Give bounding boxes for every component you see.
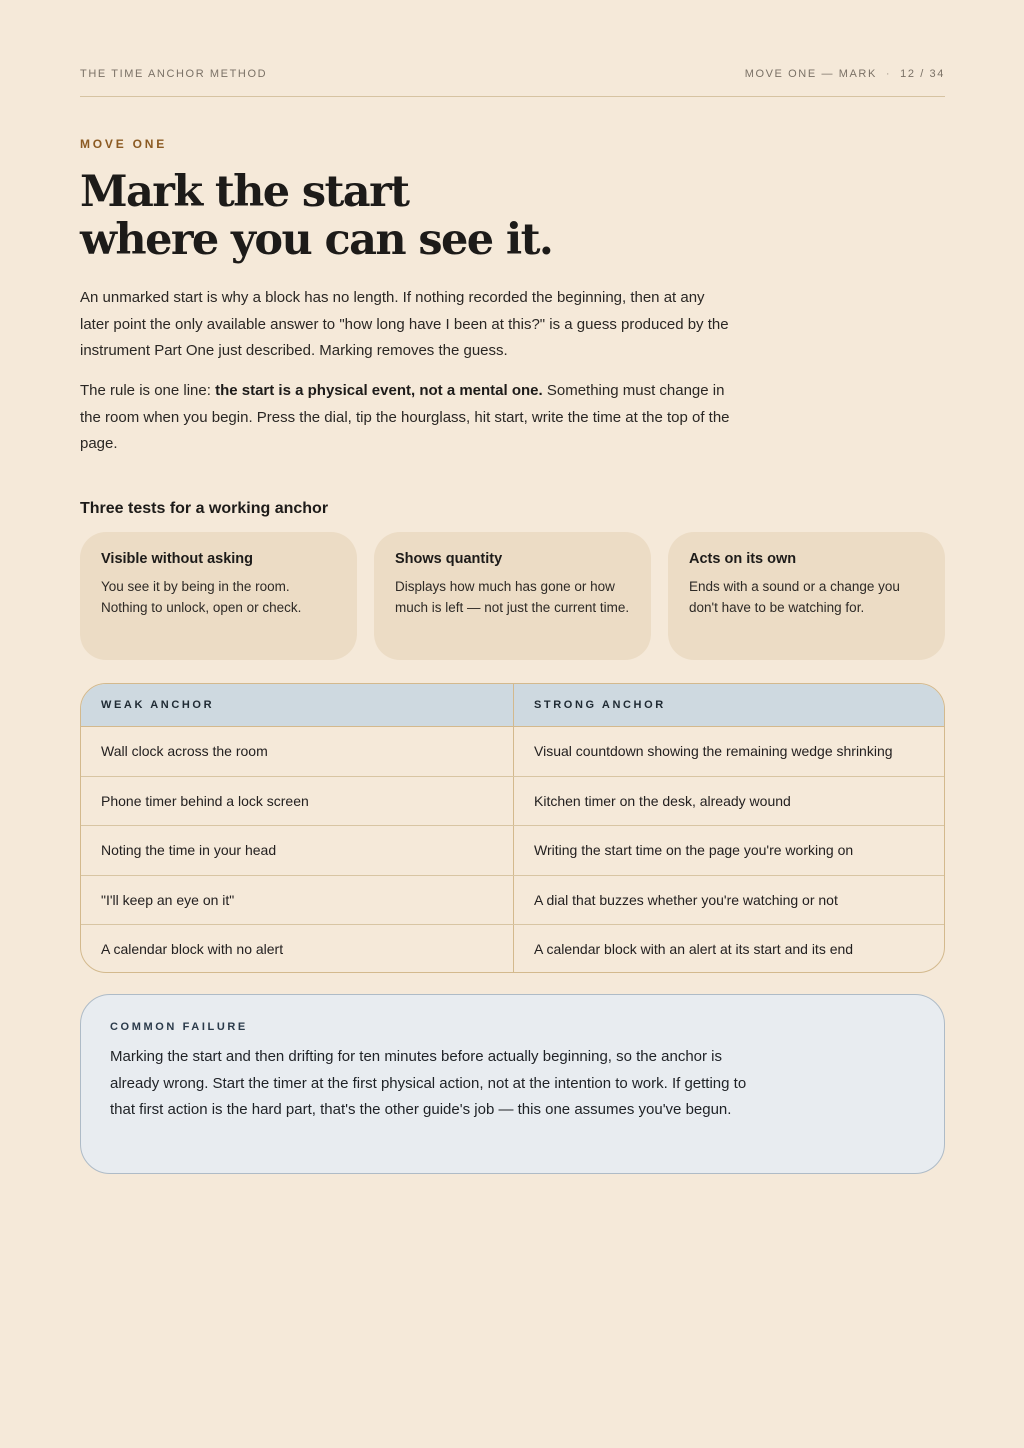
- weak-anchor-header: WEAK ANCHOR: [81, 684, 514, 727]
- rule-emphasis: the start is a physical event, not a mental one.: [215, 382, 543, 399]
- header-right: [745, 68, 945, 80]
- test-card-visible: [80, 532, 357, 660]
- page-title: [80, 168, 780, 264]
- strong-anchor-cell: A calendar block with an alert at its start and its end: [534, 941, 854, 958]
- table-row: [81, 776, 944, 826]
- weak-anchor-cell: Noting the time in your head: [81, 826, 514, 876]
- card-title: Acts on its own: [689, 551, 797, 567]
- test-card-quantity: [374, 532, 651, 660]
- table-row: [81, 826, 944, 876]
- weak-anchor-cell: Phone timer behind a lock screen: [81, 776, 514, 826]
- common-failure-callout: [80, 994, 945, 1174]
- strong-anchor-cell: A dial that buzzes whether you're watching or not: [514, 875, 945, 925]
- title-line-1: Mark the start: [80, 167, 409, 217]
- test-card-acts: [668, 532, 945, 660]
- table-row: [81, 727, 944, 777]
- weak-anchor-cell: Wall clock across the room: [81, 727, 514, 777]
- card-title: Visible without asking: [101, 551, 254, 567]
- running-header: [80, 68, 945, 80]
- document-title: THE TIME ANCHOR METHOD: [80, 68, 268, 80]
- title-line-2: where you can see it.: [80, 215, 553, 265]
- card-text: Displays how much has gone or how much is left — not just the current time.: [395, 579, 630, 615]
- callout-label: COMMON FAILURE: [110, 1021, 248, 1033]
- card-title: Shows quantity: [395, 551, 503, 567]
- callout-text: Marking the start and then drifting for ten minutes before actually beginning, so the anchor is already wrong. Start the timer at the first physical action, not at the intention to work. If getting to that first action is the hard part, that's the other guide's job — this one assumes you've begun.: [110, 1048, 747, 1118]
- anchor-comparison-table: [80, 683, 945, 973]
- rule-lead: The rule is one line:: [80, 382, 216, 399]
- table-row: [81, 925, 944, 974]
- page-number: 12 / 34: [900, 68, 945, 80]
- intro-paragraph: An unmarked start is why a block has no length. If nothing recorded the beginning, then at any later point the only available answer to "how long have I been at this?" is a guess produced by the instrument Part One just described. Marking removes the guess.: [80, 289, 729, 359]
- weak-anchor-cell: "I'll keep an eye on it": [81, 875, 514, 925]
- strong-anchor-cell: Kitchen timer on the desk, already wound: [514, 776, 945, 826]
- strong-anchor-cell: Writing the start time on the page you're working on: [514, 826, 945, 876]
- strong-anchor-cell: Visual countdown showing the remaining wedge shrinking: [514, 727, 945, 777]
- rule-rest: Something must change in the room when you begin. Press the dial, tip the hourglass, hit start, write the time at the top of the page.: [80, 382, 730, 452]
- card-text: You see it by being in the room. Nothing to unlock, open or check.: [101, 579, 302, 615]
- table-row: [81, 875, 944, 925]
- test-cards: [80, 532, 945, 660]
- section-label: MOVE ONE — MARK: [744, 68, 877, 80]
- header-divider: [80, 96, 945, 97]
- header-separator: ·: [885, 68, 892, 80]
- table-header-row: [81, 684, 944, 727]
- tests-heading: Three tests for a working anchor: [80, 500, 329, 517]
- card-text: Ends with a sound or a change you don't have to be watching for.: [689, 579, 900, 615]
- section-kicker: MOVE ONE: [80, 137, 168, 151]
- weak-anchor-cell: A calendar block with no alert: [81, 925, 514, 974]
- strong-anchor-header: STRONG ANCHOR: [514, 684, 945, 727]
- rule-paragraph: [80, 378, 730, 458]
